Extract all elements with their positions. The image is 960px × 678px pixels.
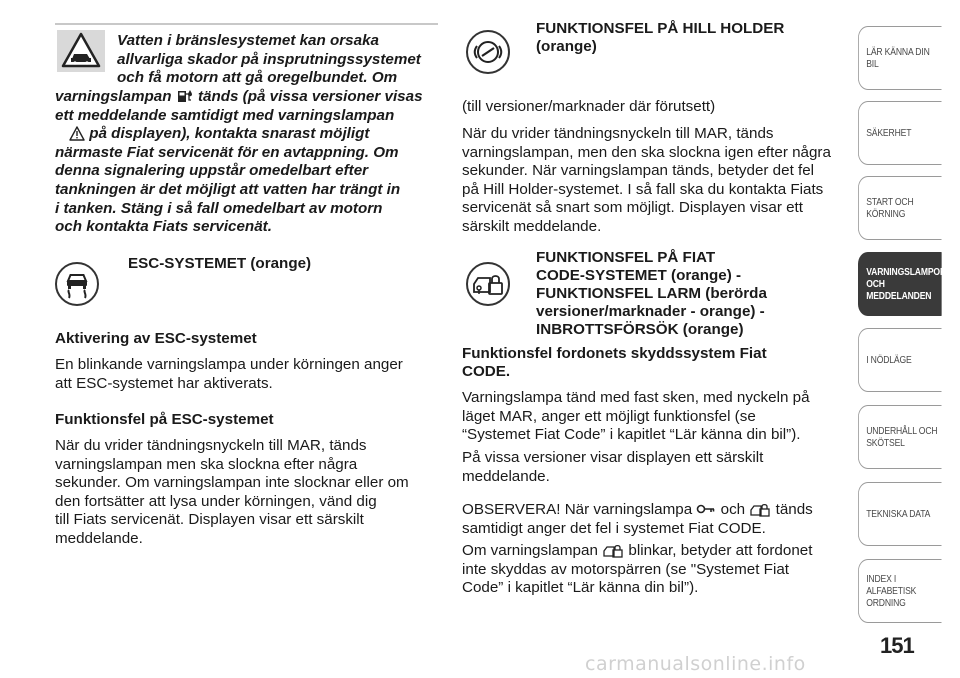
fiat-code-lock-car-icon (468, 264, 508, 304)
tab-sakerhet[interactable]: SÄKERHET (858, 101, 942, 165)
hill-icon-frame (466, 30, 510, 74)
esc-fault-line-6: meddelande. (55, 529, 143, 547)
esc-heading: ESC-SYSTEMET (orange) (128, 255, 312, 272)
warning-line-9: tankningen är det möjligt att vatten har trängt in (55, 180, 401, 198)
code-heading-line-3: FUNKTIONSFEL LARM (berörda (536, 285, 767, 302)
code-heading-line-2: CODE-SYSTEMET (orange) - (536, 267, 742, 284)
page-number: 151 (880, 633, 914, 658)
blink-line-3: Code” i kapitlet “Lär känna din bil”). (462, 579, 699, 597)
chapter-tabs (858, 0, 960, 678)
code-sub-line-1: Funktionsfel fordonets skyddssystem Fiat (462, 345, 767, 362)
hill-line-6: särskilt meddelande. (462, 217, 602, 235)
top-rule (55, 23, 438, 25)
warning-line-3: och få motorn att gå oregelbundet. Om (117, 69, 398, 87)
esc-fault-line-3: sekunder. Om varningslampan inte slocknar eller om (55, 474, 409, 492)
blink-part-2: blinkar, betyder att fordonet (628, 542, 813, 559)
hill-line-4: på Hill Holder-systemet. I så fall ska du kontakta Fiats (462, 180, 824, 198)
esc-fault-line-5: till Fiats servicenät. Displayen visar ett särskilt (55, 511, 364, 529)
tab-index-i-alfabetisk-ordning[interactable]: INDEX I ALFABETISK ORDNING (858, 559, 942, 623)
hill-line-1: När du vrider tändningsnyckeln till MAR, tänds (462, 125, 774, 142)
blink-line-2: inte skyddas av motorspärren (se "Systemet Fiat (462, 560, 789, 578)
observera-line-1 (462, 501, 847, 520)
warning-line-8: denna signalering uppstår omedelbart efter (55, 162, 369, 180)
code-heading-line-4: versioner/marknader - orange) - (536, 303, 765, 320)
warning-line-4-text: tänds (på vissa versioner visas (197, 88, 423, 105)
tab-lar-kanna-din-bil[interactable]: LÄR KÄNNA DIN BIL (858, 26, 942, 90)
observera-line-2: samtidigt anger det fel i systemet Fiat CODE. (462, 519, 766, 537)
esc-activation-heading: Aktivering av ESC-systemet (55, 330, 257, 347)
warning-triangle-car-icon (61, 32, 101, 70)
tab-underhall-och-skotsel[interactable]: UNDERHÅLL OCH SKÖTSEL (858, 405, 942, 469)
hill-line-2: varningslampan, men den ska slockna igen efter några (462, 143, 831, 161)
observera-part-2: och (720, 501, 746, 518)
warning-line-6 (55, 125, 440, 144)
esc-icon-frame (55, 262, 99, 306)
hill-heading-line-2: (orange) (536, 38, 597, 55)
tab-i-nodlage[interactable]: I NÖDLÄGE (858, 328, 942, 392)
fiat-code-lock-car-icon (749, 501, 771, 517)
code-heading-line-1: FUNKTIONSFEL PÅ FIAT (536, 249, 716, 266)
esc-fault-line-4: den fortsätter att lysa under körningen, vänd dig (55, 492, 377, 510)
code-icon-frame (466, 262, 510, 306)
code-line2-2: meddelande. (462, 467, 550, 485)
key-icon (696, 501, 716, 517)
warning-line-10: i tanken. Stäng i så fall omedelbart av motorn (55, 199, 383, 217)
warning-line-1: Vatten i bränslesystemet kan orsaka (117, 32, 379, 49)
watermark: carmanualsonline.info (585, 653, 806, 675)
water-in-fuel-icon (176, 88, 194, 104)
esc-fault-line-1: När du vrider tändningsnyckeln till MAR, tänds (55, 437, 367, 454)
fiat-code-lock-car-icon (602, 542, 624, 558)
code-line-1: Varningslampa tänd med fast sken, med nyckeln på (462, 389, 810, 406)
hill-line-5: servicenät så snart som möjligt. Displayen visar ett (462, 199, 803, 217)
warning-line-4-prefix: varningslampan (55, 88, 172, 105)
observera-part-1: OBSERVERA! När varningslampa (462, 501, 693, 518)
tab-start-och-korning[interactable]: START OCH KÖRNING (858, 176, 942, 240)
blink-line-1 (462, 542, 847, 561)
warning-line-4 (55, 88, 440, 107)
code-line-3: “Systemet Fiat Code” i kapitlet “Lär känna din bil”). (462, 426, 801, 444)
blink-part-1: Om varningslampan (462, 542, 598, 559)
code-line2-1: På vissa versioner visar displayen ett särskilt (462, 449, 764, 466)
esc-fault-line-2: varningslampan men ska slockna efter några (55, 455, 358, 473)
warning-line-7: närmaste Fiat servicenät för en avtappning. Om (55, 143, 399, 161)
warning-line-6-text: på displayen), kontakta snarast möjligt (89, 125, 370, 143)
hill-note: (till versioner/marknader där förutsett) (462, 98, 716, 115)
esc-skid-car-icon (57, 264, 97, 304)
hill-holder-icon (468, 32, 508, 72)
tab-varningslampor-och-meddelanden[interactable]: VARNINGSLAMPOR OCH MEDDELANDEN (858, 252, 942, 316)
hill-heading-line-1: FUNKTIONSFEL PÅ HILL HOLDER (536, 20, 785, 37)
warning-line-5: ett meddelande samtidigt med varningslampan (55, 106, 395, 124)
small-warning-triangle-icon (69, 126, 85, 141)
esc-activation-line-1: En blinkande varningslampa under körningen anger (55, 356, 403, 373)
esc-activation-line-2: att ESC-systemet har aktiverats. (55, 374, 273, 392)
warning-box (57, 30, 105, 72)
tab-tekniska-data[interactable]: TEKNISKA DATA (858, 482, 942, 546)
warning-line-11: och kontakta Fiats servicenät. (55, 218, 272, 236)
hill-line-3: sekunder. När varningslampan tänds, betyder det fel (462, 162, 815, 180)
code-sub-line-2: CODE. (462, 363, 511, 380)
warning-line-2: allvarliga skador på insprutningssystemet (117, 50, 421, 68)
code-line-2: läget MAR, anger ett möjligt funktionsfel (se (462, 407, 756, 425)
observera-part-3: tänds (775, 501, 813, 518)
code-heading-line-5: INBROTTSFÖRSÖK (orange) (536, 321, 744, 338)
esc-fault-heading: Funktionsfel på ESC-systemet (55, 411, 274, 428)
